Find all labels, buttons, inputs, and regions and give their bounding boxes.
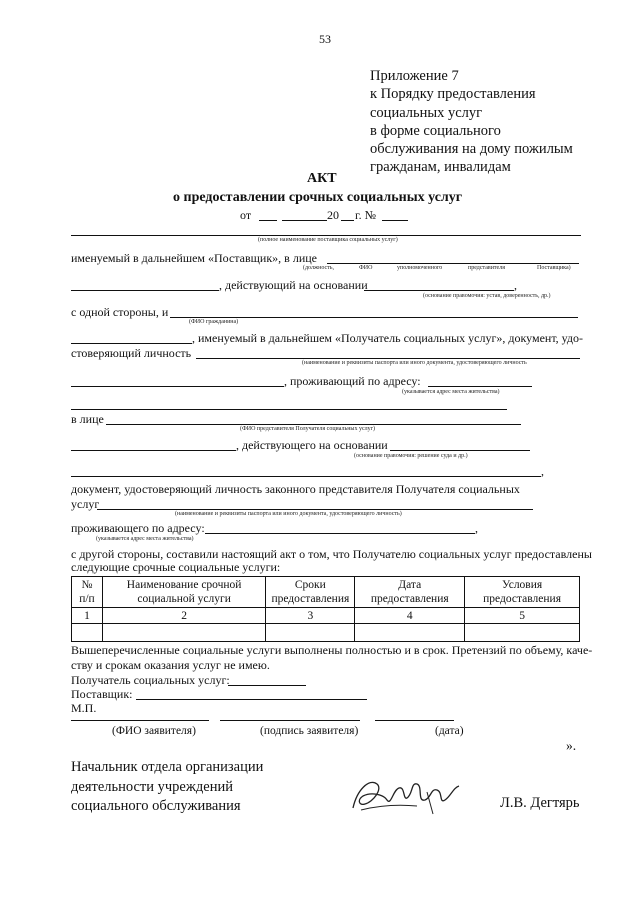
text-rep-doc: документ, удостоверяющий личность законного представителя Получателя социальных bbox=[71, 482, 520, 496]
header-service-name: Наименование срочной социальной услуги bbox=[102, 577, 266, 608]
citizen-passport-cont-field[interactable] bbox=[71, 386, 284, 387]
text-one-side: с одной стороны, и bbox=[71, 305, 169, 319]
provider-signature-field[interactable] bbox=[136, 699, 367, 700]
footer-position bbox=[71, 758, 263, 817]
caption-position: (должность, bbox=[303, 265, 334, 271]
text-residing2: проживающего по адресу: bbox=[71, 521, 205, 535]
provider-name-field[interactable] bbox=[71, 235, 581, 236]
text-named-recipient: , именуемый в дальнейшем «Получатель социальных услуг», документ, удо- bbox=[192, 331, 584, 345]
act-title: АКТ bbox=[307, 171, 337, 186]
appendix-line: в форме социального bbox=[370, 122, 501, 139]
comma: , bbox=[541, 464, 544, 478]
text-after-1: Вышеперечисленные социальные услуги выполнены полностью и в срок. Претензий по объему, каче- bbox=[71, 643, 593, 657]
caption-rep-fio: (ФИО представителя Получателя социальных услуг) bbox=[240, 426, 376, 432]
rep-basis-cont-field[interactable] bbox=[71, 476, 541, 477]
text-identity: стоверяющий личность bbox=[71, 346, 192, 360]
table-header-row bbox=[72, 577, 580, 608]
rep-passport-field[interactable] bbox=[97, 509, 533, 510]
text-named-provider: именуемый в дальнейшем «Поставщик», в лице bbox=[71, 251, 317, 265]
header-terms: Сроки предоставления bbox=[266, 577, 355, 608]
act-subtitle: о предоставлении срочных социальных услуг bbox=[173, 190, 463, 205]
caption-applicant-date: (дата) bbox=[435, 725, 464, 737]
table-cell[interactable] bbox=[266, 624, 355, 642]
caption-rep-passport: (наименование и реквизиты паспорта или иного документа, удостоверяющего личность) bbox=[175, 511, 402, 517]
text-other-side-1: с другой стороны, составили настоящий акт о том, что Получателю социальных услуг предоставлены bbox=[71, 547, 592, 561]
rep-fio-field[interactable] bbox=[106, 424, 521, 425]
closing-quote: ». bbox=[566, 738, 577, 753]
recipient-label: Получатель социальных услуг: bbox=[71, 673, 230, 687]
caption-applicant-fio: (ФИО заявителя) bbox=[112, 725, 196, 737]
date-month-field[interactable] bbox=[282, 220, 327, 221]
rep-address-field[interactable] bbox=[205, 533, 475, 534]
appendix-block bbox=[370, 67, 573, 177]
applicant-date-field[interactable] bbox=[375, 720, 454, 721]
table-cell[interactable] bbox=[355, 624, 465, 642]
services-table bbox=[71, 576, 580, 642]
citizen-address-cont-field[interactable] bbox=[71, 409, 507, 410]
date-prefix: от bbox=[240, 208, 252, 222]
table-cell[interactable] bbox=[102, 624, 266, 642]
citizen-passport-field[interactable] bbox=[196, 358, 580, 359]
caption-basis-provider: (основание правомочия: устав, доверенность, др.) bbox=[423, 293, 551, 299]
handwritten-signature bbox=[347, 770, 465, 818]
caption-applicant-signature: (подпись заявителя) bbox=[260, 725, 359, 737]
recipient-signature-field[interactable] bbox=[228, 685, 306, 686]
caption-provider: Поставщика) bbox=[537, 265, 571, 271]
appendix-line: Приложение 7 bbox=[370, 68, 459, 84]
appendix-line: социальных услуг bbox=[370, 104, 483, 121]
text-after-2: ству и срокам оказания услуг не имею. bbox=[71, 658, 270, 672]
caption-representative: представителя bbox=[468, 265, 505, 271]
applicant-fio-field[interactable] bbox=[71, 720, 209, 721]
text-residing: , проживающий по адресу: bbox=[284, 374, 421, 388]
caption-authorized: уполномоченного bbox=[397, 265, 443, 271]
provider-label: Поставщик: bbox=[71, 687, 133, 701]
table-cell: 3 bbox=[266, 608, 355, 624]
table-cell: 1 bbox=[72, 608, 103, 624]
caption-address: (указывается адрес места жительства) bbox=[402, 389, 500, 395]
comma: , bbox=[475, 521, 478, 535]
citizen-address-field[interactable] bbox=[428, 386, 532, 387]
footer-name: Л.В. Дегтярь bbox=[500, 795, 580, 811]
table-cell[interactable] bbox=[72, 624, 103, 642]
citizen-fio-cont-field[interactable] bbox=[71, 343, 192, 344]
comma: , bbox=[514, 278, 517, 292]
citizen-fio-field[interactable] bbox=[170, 317, 578, 318]
caption-rep-address: (указывается адрес места жительства) bbox=[96, 536, 194, 542]
footer-position-line: социального обслуживания bbox=[71, 798, 241, 814]
date-year: 20 bbox=[327, 208, 339, 222]
act-number-field[interactable] bbox=[382, 220, 408, 221]
provider-person-cont-field[interactable] bbox=[71, 290, 219, 291]
provider-person-field[interactable] bbox=[327, 263, 579, 264]
caption-citizen-fio: (ФИО гражданина) bbox=[189, 319, 239, 325]
caption-provider-name: (полное наименование поставщика социальных услуг) bbox=[258, 237, 398, 243]
table-cell: 4 bbox=[355, 608, 465, 624]
text-acting-basis2: , действующего на основании bbox=[236, 438, 388, 452]
page-number: 53 bbox=[319, 32, 331, 46]
text-in-person: в лице bbox=[71, 412, 104, 426]
rep-fio-cont-field[interactable] bbox=[71, 450, 236, 451]
date-day-field[interactable] bbox=[259, 220, 277, 221]
rep-basis-field[interactable] bbox=[390, 450, 530, 451]
appendix-line: к Порядку предоставления bbox=[370, 86, 536, 103]
table-cell: 2 bbox=[102, 608, 266, 624]
table-row bbox=[72, 608, 580, 624]
text-acting-basis: , действующий на основании bbox=[219, 278, 368, 292]
table-row-empty[interactable] bbox=[72, 624, 580, 642]
footer-position-line: Начальник отдела организации bbox=[71, 759, 264, 775]
appendix-line: гражданам, инвалидам bbox=[370, 159, 511, 176]
header-conditions: Условия предоставления bbox=[465, 577, 580, 608]
caption-basis-rep: (основание правомочия: решение суда и др.) bbox=[354, 453, 468, 459]
caption-passport: (наименование и реквизиты паспорта или иного документа, удостоверяющего личность bbox=[302, 360, 527, 366]
text-services: услуг bbox=[71, 497, 100, 511]
appendix-line: обслуживания на дому пожилым bbox=[370, 141, 573, 158]
footer-position-line: деятельности учреждений bbox=[71, 778, 233, 795]
date-year-field[interactable] bbox=[341, 220, 354, 221]
date-number-label: г. № bbox=[355, 208, 377, 222]
provider-basis-field[interactable] bbox=[364, 290, 514, 291]
caption-fio: ФИО bbox=[359, 265, 373, 271]
header-date: Дата предоставления bbox=[355, 577, 465, 608]
header-number: № п/п bbox=[72, 577, 103, 608]
applicant-signature-field[interactable] bbox=[220, 720, 360, 721]
mp-label: М.П. bbox=[71, 701, 97, 715]
text-other-side-2: следующие срочные социальные услуги: bbox=[71, 560, 281, 574]
table-cell[interactable] bbox=[465, 624, 580, 642]
table-cell: 5 bbox=[465, 608, 580, 624]
